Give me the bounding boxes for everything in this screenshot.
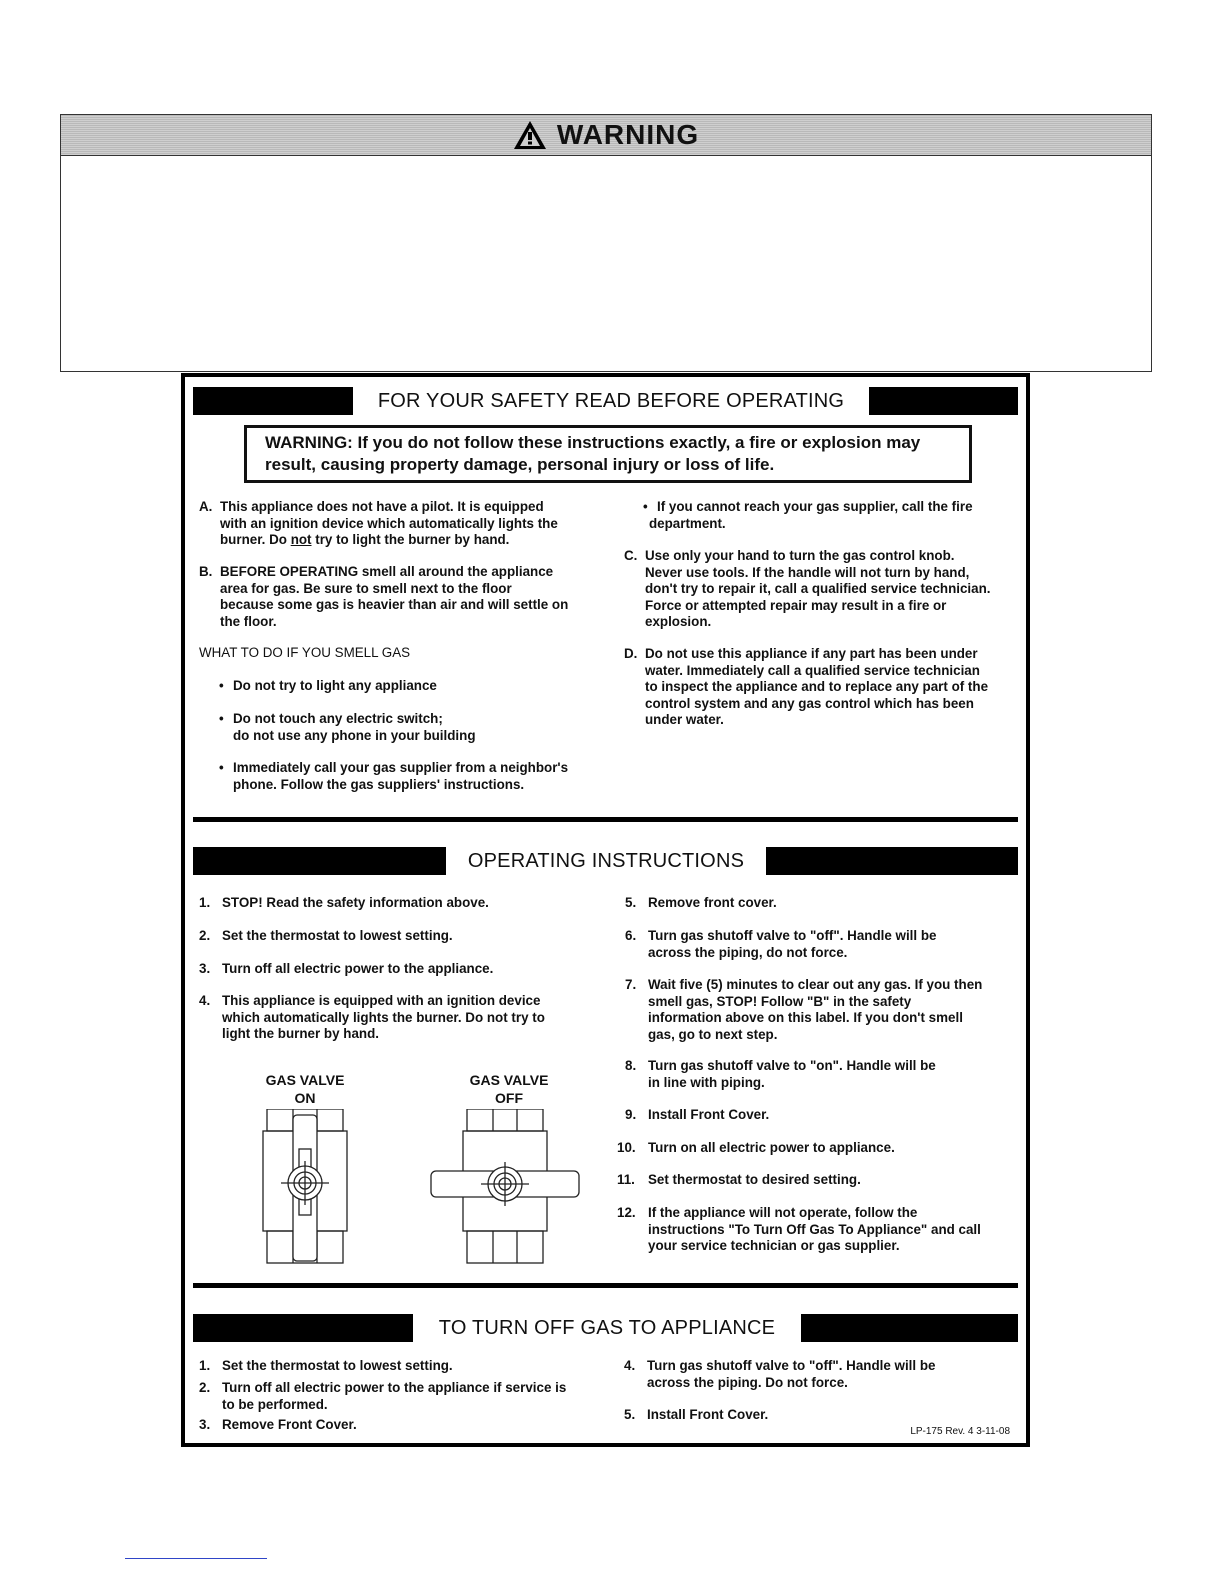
valve-on-label: [245, 1071, 365, 1107]
safety-heading-text: FOR YOUR SAFETY READ BEFORE OPERATING: [377, 390, 845, 412]
line: under water.: [645, 712, 724, 727]
line: Do not try to light any appliance: [233, 678, 437, 693]
line: explosion.: [645, 614, 712, 629]
line: This appliance does not have a pilot. It is equipped: [220, 499, 544, 514]
line: which automatically lights the burner. Do not try to: [222, 1009, 545, 1025]
bullet-1: • Do not try to light any appliance: [219, 678, 437, 693]
line: burner. Do: [220, 532, 291, 547]
op-step-12: 12. If the appliance will not operate, follow the instructions "To Turn Off Gas To Appliance" and call your service technician or gas supplier.: [617, 1205, 981, 1253]
line: Install Front Cover.: [647, 1407, 769, 1422]
divider: [193, 817, 1018, 822]
op-step-10: 10. Turn on all electric power to appliance.: [617, 1140, 895, 1155]
op-step-5: 5. Remove front cover.: [625, 895, 777, 910]
line: information above on this label. If you don't smell: [648, 1010, 963, 1025]
warning-header: [61, 115, 1151, 156]
item-key: D.: [624, 646, 638, 661]
line: Turn gas shutoff valve to "off". Handle will be: [648, 928, 937, 943]
line: STOP! Read the safety information above.: [222, 895, 489, 910]
op-step-11: 11. Set thermostat to desired setting.: [617, 1172, 861, 1187]
line: across the piping. Do not force.: [647, 1374, 848, 1390]
line: Wait five (5) minutes to clear out any gas. If you then: [648, 977, 983, 992]
off-step-1: 1. Set the thermostat to lowest setting.: [199, 1358, 453, 1373]
item-key: C.: [624, 548, 638, 563]
line: Force or attempted repair may result in a fire or: [645, 597, 947, 613]
operating-heading: [193, 847, 1018, 875]
warning-statement: [244, 425, 972, 483]
line: don't try to repair it, call a qualified service technician.: [645, 581, 991, 596]
bullet-4: • If you cannot reach your gas supplier, call the fire department.: [643, 499, 973, 531]
warning-box: [60, 114, 1152, 372]
turnoff-heading-text: TO TURN OFF GAS TO APPLIANCE: [438, 1317, 776, 1339]
off-step-4: 4. Turn gas shutoff valve to "off". Handle will be across the piping. Do not force.: [624, 1358, 936, 1390]
line: your service technician or gas supplier.: [648, 1238, 900, 1253]
line: water. Immediately call a qualified service technician: [645, 662, 980, 678]
bullet-3: • Immediately call your gas supplier from a neighbor's phone. Follow the gas suppliers' instructions.: [219, 760, 569, 792]
line: phone. Follow the gas suppliers' instructions.: [233, 776, 525, 792]
op-step-9: 9. Install Front Cover.: [625, 1107, 770, 1122]
op-step-2: 2. Set the thermostat to lowest setting.: [199, 928, 453, 943]
underlined-not: not: [290, 532, 312, 547]
turnoff-heading: [193, 1314, 1018, 1342]
line: smell gas, STOP! Follow "B" in the safety: [648, 993, 912, 1009]
off-step-3: 3. Remove Front Cover.: [199, 1417, 357, 1432]
footnote-rule: [125, 1558, 267, 1559]
line: Use only your hand to turn the gas control knob.: [645, 548, 955, 563]
op-step-4: 4. This appliance is equipped with an ignition device which automatically lights the burner. Do not try to light the burner by hand.: [199, 993, 545, 1041]
line: Remove Front Cover.: [222, 1417, 357, 1432]
safety-item-c: [624, 548, 991, 631]
warning-line-2: result, causing property damage, personal injury or loss of life.: [265, 455, 775, 474]
line: Turn on all electric power to appliance.: [648, 1140, 895, 1155]
op-step-8: 8. Turn gas shutoff valve to "on". Handle will be in line with piping.: [625, 1058, 936, 1090]
line: try to light the burner by hand.: [311, 532, 510, 547]
bullet-2: • Do not touch any electric switch; do not use any phone in your building: [219, 711, 476, 743]
divider: [193, 1283, 1018, 1288]
safety-heading: [193, 387, 1018, 415]
off-step-2: 2. Turn off all electric power to the appliance if service is to be performed.: [199, 1380, 567, 1412]
line: across the piping, do not force.: [648, 944, 848, 960]
warning-triangle-icon: [513, 120, 547, 150]
line: Immediately call your gas supplier from a neighbor's: [233, 760, 569, 775]
line: area for gas. Be sure to smell next to the floor: [220, 580, 512, 596]
line: Install Front Cover.: [648, 1107, 770, 1122]
line: Turn gas shutoff valve to "on". Handle will be: [648, 1058, 936, 1073]
line: Turn off all electric power to the appliance.: [222, 961, 494, 976]
line: Remove front cover.: [648, 895, 777, 910]
item-key: A.: [199, 499, 213, 514]
valve-off-label: [449, 1071, 569, 1107]
operating-heading-text: OPERATING INSTRUCTIONS: [467, 850, 745, 872]
safety-item-b: [199, 564, 568, 630]
label-code: LP-175 Rev. 4 3-11-08: [910, 1426, 1010, 1437]
what-to-do-heading: WHAT TO DO IF YOU SMELL GAS: [199, 645, 411, 660]
line: department.: [649, 515, 726, 531]
line: to be performed.: [222, 1396, 328, 1412]
warning-title: WARNING: [556, 119, 700, 150]
line: instructions "To Turn Off Gas To Appliance" and call: [648, 1221, 981, 1237]
line: This appliance is equipped with an ignition device: [222, 993, 541, 1008]
line: GAS VALVE: [265, 1072, 345, 1088]
line: Do not touch any electric switch;: [233, 711, 443, 726]
gas-valve-on-diagram: [255, 1109, 355, 1265]
line: control system and any gas control which has been: [645, 695, 974, 711]
safety-item-a: [199, 499, 558, 549]
line: GAS VALVE: [469, 1072, 549, 1088]
line: Set thermostat to desired setting.: [648, 1172, 861, 1187]
line: gas, go to next step.: [648, 1026, 778, 1042]
line: If the appliance will not operate, follow the: [648, 1205, 918, 1220]
warning-line-1: WARNING: If you do not follow these instructions exactly, a fire or explosion may: [265, 433, 921, 452]
safety-item-d: [624, 646, 988, 729]
line: If you cannot reach your gas supplier, call the fire: [657, 499, 973, 514]
op-step-1: 1. STOP! Read the safety information above.: [199, 895, 489, 910]
line: Never use tools. If the handle will not turn by hand,: [645, 564, 970, 580]
line: BEFORE OPERATING smell all around the appliance: [220, 564, 554, 579]
line: the floor.: [220, 613, 277, 629]
line: with an ignition device which automatically lights the: [220, 515, 558, 531]
line: light the burner by hand.: [222, 1026, 379, 1041]
line: Do not use this appliance if any part has been under: [645, 646, 978, 661]
safety-label: [181, 373, 1030, 1447]
line: Set the thermostat to lowest setting.: [222, 928, 453, 943]
line: ON: [294, 1090, 316, 1106]
line: Turn off all electric power to the appliance if service is: [222, 1380, 567, 1395]
off-step-5: 5. Install Front Cover.: [624, 1407, 769, 1422]
gas-valve-off-diagram: [429, 1109, 581, 1265]
item-key: B.: [199, 564, 213, 579]
line: OFF: [495, 1090, 523, 1106]
line: Turn gas shutoff valve to "off". Handle will be: [647, 1358, 936, 1373]
line: in line with piping.: [648, 1074, 765, 1090]
line: to inspect the appliance and to replace any part of the: [645, 679, 989, 694]
op-step-3: 3. Turn off all electric power to the appliance.: [199, 961, 494, 976]
op-step-6: 6. Turn gas shutoff valve to "off". Handle will be across the piping, do not force.: [625, 928, 937, 960]
op-step-7: 7. Wait five (5) minutes to clear out any gas. If you then smell gas, STOP! Follow "B" in the safety information above on this label. If you don't smell gas, go to next step.: [625, 977, 983, 1042]
line: do not use any phone in your building: [233, 727, 476, 743]
line: because some gas is heavier than air and will settle on: [220, 597, 569, 612]
line: Set the thermostat to lowest setting.: [222, 1358, 453, 1373]
